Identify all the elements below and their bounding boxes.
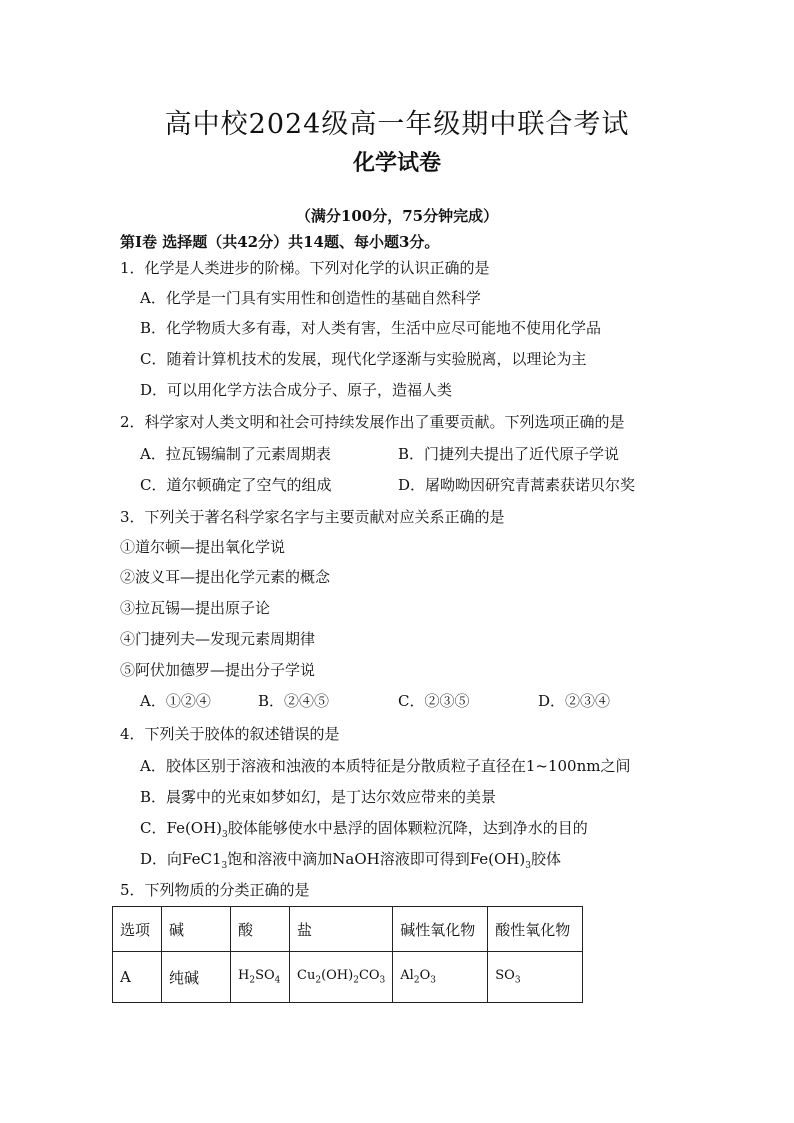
question-1-stem: 1．化学是人类进步的阶梯。下列对化学的认识正确的是: [120, 259, 490, 277]
question-4-stem: 4．下列关于胶体的叙述错误的是: [120, 725, 340, 743]
table-header-cell: 酸: [231, 907, 290, 952]
table-cell-acid: $H_2SO_4$: [231, 952, 290, 1003]
question-4-option-a: A．胶体区别于溶液和浊液的本质特征是分散质粒子直径在1~100nm之间: [140, 757, 631, 775]
question-3-option-d: D．②③④: [538, 692, 611, 710]
classification-table: [112, 906, 583, 1003]
question-4-option-d: D．向$FeC1_3$饱和溶液中滴加NaOH溶液即可得到$Fe(OH)_3$胶体: [140, 850, 561, 871]
table-header-row: [113, 907, 583, 952]
question-3-item: ③拉瓦锡—提出原子论: [120, 599, 271, 617]
question-4-option-b: B．晨雾中的光束如梦如幻，是丁达尔效应带来的美景: [140, 788, 497, 806]
question-1-option-c: C．随着计算机技术的发展，现代化学逐渐与实验脱离，以理论为主: [140, 350, 587, 368]
question-3-item: ②波义耳—提出化学元素的概念: [120, 568, 331, 586]
table-header-cell: 酸性氧化物: [488, 907, 583, 952]
table-cell-base: 纯碱: [162, 952, 231, 1003]
exam-note: （满分100分，75分钟完成）: [295, 207, 499, 225]
table-header-cell: 碱性氧化物: [393, 907, 488, 952]
question-3-item: ⑤阿伏加德罗—提出分子学说: [120, 661, 316, 679]
question-2-option-b: B．门捷列夫提出了近代原子学说: [398, 445, 620, 463]
question-1-option-a: A．化学是一门具有实用性和创造性的基础自然科学: [140, 289, 481, 307]
question-3-stem: 3．下列关于著名科学家名字与主要贡献对应关系正确的是: [120, 508, 505, 526]
table-cell-acidic-oxide: $SO_3$: [488, 952, 583, 1003]
exam-title: 高中校2024级高一年级期中联合考试: [164, 109, 630, 140]
section-heading: 第I卷 选择题（共42分）共14题、每小题3分。: [120, 233, 440, 251]
table-header-cell: 碱: [162, 907, 231, 952]
table-cell-option: A: [113, 952, 162, 1003]
exam-subtitle: 化学试卷: [352, 150, 441, 176]
question-2-stem: 2．科学家对人类文明和社会可持续发展作出了重要贡献。下列选项正确的是: [120, 413, 625, 431]
question-3-item: ①道尔顿—提出氧化学说: [120, 538, 286, 556]
table-cell-salt: $Cu_2(OH)_2CO_3$: [290, 952, 393, 1003]
question-3-option-c: C．②③⑤: [398, 692, 470, 710]
question-3-option-b: B．②④⑤: [258, 692, 330, 710]
question-1-option-d: D．可以用化学方法合成分子、原子，造福人类: [140, 381, 453, 399]
table-header-cell: 选项: [113, 907, 162, 952]
question-3-item: ④门捷列夫—发现元素周期律: [120, 630, 316, 648]
question-2-option-d: D．屠呦呦因研究青蒿素获诺贝尔奖: [398, 476, 636, 494]
question-3-option-a: A．①②④: [140, 692, 211, 710]
table-row: [113, 952, 583, 1003]
question-2-option-a: A．拉瓦锡编制了元素周期表: [140, 445, 331, 463]
table-cell-basic-oxide: $Al_2O_3$: [393, 952, 488, 1003]
question-2-option-c: C．道尔顿确定了空气的组成: [140, 476, 332, 494]
question-1-option-b: B．化学物质大多有毒，对人类有害，生活中应尽可能地不使用化学品: [140, 319, 602, 337]
question-5-stem: 5．下列物质的分类正确的是: [120, 881, 310, 899]
question-4-option-c: C．$Fe(OH)_3$胶体能够使水中悬浮的固体颗粒沉降，达到净水的目的: [140, 819, 588, 840]
table-header-cell: 盐: [290, 907, 393, 952]
